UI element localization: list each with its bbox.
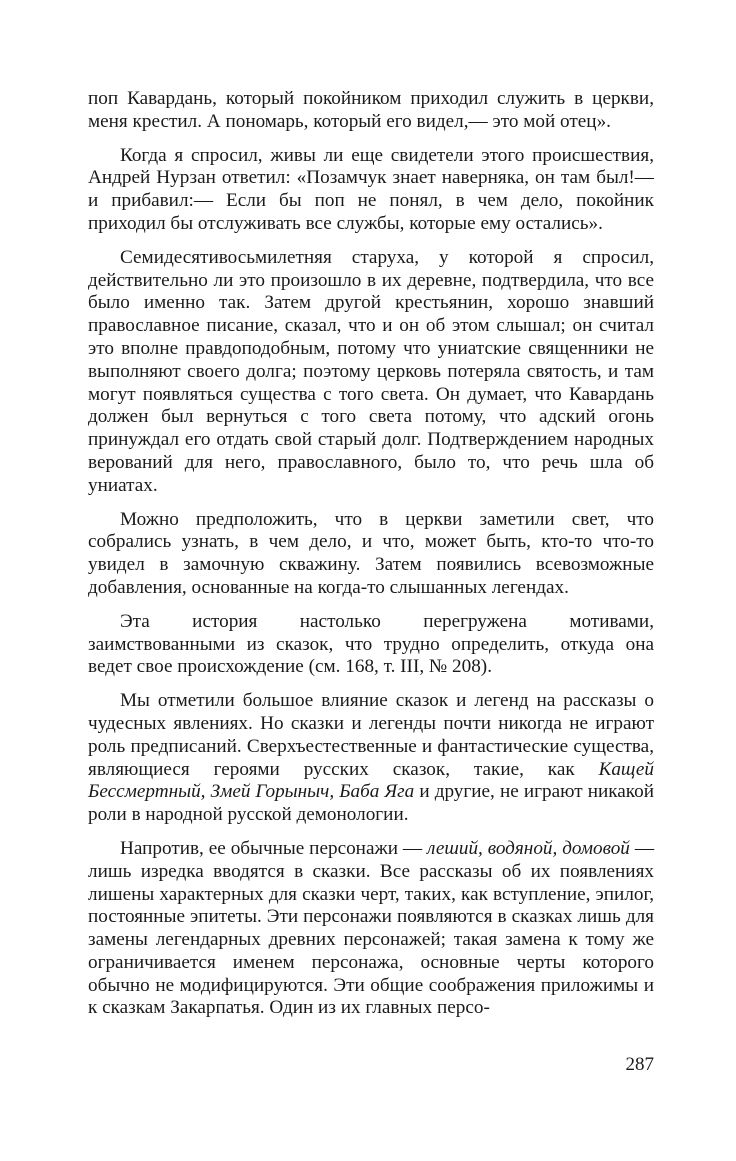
page-number: 287 — [625, 1054, 654, 1075]
paragraph-5-text: Эта история настолько перегружена мотивами, заимствованными из сказок, что трудно определить, откуда она ведет свое происхождение (см. 168, т. III, № 208). — [88, 610, 654, 678]
paragraph-1 — [88, 88, 654, 134]
paragraph-4 — [88, 509, 654, 600]
paragraph-7 — [88, 838, 654, 1020]
paragraph-7-text-b: — лишь изредка вводятся в сказки. Все рассказы об их появлениях лишены характерных для сказки черт, таких, как вступление, эпилог, постоянные эпитеты. Эти персонажи появляются в сказках лишь для замены легендарных древних персонажей; такая замена к тому же ограничивается именем персонажа, основные черты которого обычно не модифицируются. Эти общие соображения приложимы и к сказкам Закарпатья. Один из их главных персо- — [88, 837, 655, 1019]
paragraph-7-text-a: Напротив, ее обычные персонажи — — [120, 837, 428, 859]
paragraph-6-text-b: и другие, не играют никакой роли в народной русской демонологии. — [88, 781, 654, 826]
paragraph-6-text-a: Мы отметили большое влияние сказок и легенд на рассказы о чудесных явлениях. Но сказки и легенды почти никогда не играют роль предписаний. Сверхъестественные и фантастические существа, являющиеся героями русских сказок, такие, как — [88, 690, 654, 780]
paragraph-3-text: Семидесятивосьмилетняя старуха, у которой я спросил, действительно ли это произошло в их деревне, подтвердила, что все было именно так. Затем другой крестьянин, хорошо знавший православное писание, сказал, что и он об этом слышал; он считал это вполне правдоподобным, потому что униатские священники не выполняют своего долга; поэтому церковь потеряла святость, и там могут появляться существа с того света. Он думает, что Кавардань должен был вернуться с того света потому, что адский огонь принуждал его отдать свой старый долг. Подтверждением народных верований для него, православного, было то, что речь шла об униатах. — [88, 246, 654, 496]
paragraph-7-italic-names: леший, водяной, домовой — [427, 837, 630, 859]
paragraph-3 — [88, 247, 654, 498]
paragraph-2-text: Когда я спросил, живы ли еще свидетели этого происшествия, Андрей Нурзан ответил: «Позамчук знает наверняка, он там был!— и прибавил:— Если бы поп не понял, в чем дело, покойник приходил бы отслуживать все службы, которые ему остались». — [88, 144, 654, 234]
body-text — [88, 88, 654, 1031]
paragraph-4-text: Можно предположить, что в церкви заметили свет, что собрались узнать, в чем дело, и что, может быть, кто-то что-то увидел в замочную скважину. Затем появились всевозможные добавления, основанные на когда-то слышанных легендах. — [88, 508, 654, 598]
paragraph-6-italic-names: Кащей Бессмертный, Змей Горыныч, Баба Яга — [88, 758, 654, 803]
paragraph-6 — [88, 690, 654, 827]
paragraph-2 — [88, 145, 654, 236]
paragraph-5 — [88, 611, 654, 679]
paragraph-1-text: поп Кавардань, который покойником приходил служить в церкви, меня крестил. А пономарь, который его видел,— это мой отец». — [88, 88, 654, 132]
